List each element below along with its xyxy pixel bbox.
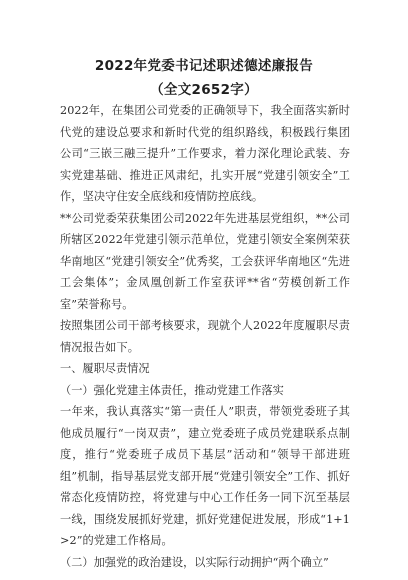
document-body [60,100,350,573]
paragraph-intro: 2022年，在集团公司党委的正确领导下，我全面落实新时代党的建设总要求和新时代党的组织路线，积极践行集团公司“三嵌三融三提升”工作要求，着力深化理论武装、夯实党建基础、推进正风肃纪，扎实开展“党建引领安全”工作，坚决守住安全底线和疫情防控底线。 [60,104,350,203]
paragraph-party-responsibility: 一年来，我认真落实“第一责任人”职责，带领党委班子其他成员履行“一岗双责”，建立党委班子成员党建联系点制度，推行“党委班子成员下基层”活动和“领导干部进班组”机制，指导基层党支部开展“党建引领安全”工作、抓好常态化疫情防控，将党建与中心工作任务一同下沉至基层一线，围绕发展抓好党建，抓好党建促进发展，形成“1+1>2”的党建工作格局。 [60,405,350,547]
section-heading-1: 一、履职尽责情况 [60,362,150,375]
subsection-heading-1: （一）强化党建主体责任，推动党建工作落实 [60,383,284,397]
document-subtitle: （全文2652字） [150,82,258,98]
subsection-heading-2: （二）加强党的政治建设，以实际行动拥护“两个确立” [60,555,329,569]
paragraph-report-intro: 按照集团公司干部考核要求，现就个人2022年度履职尽责情况报告如下。 [60,319,350,354]
document-title: 2022年党委书记述职述德述廉报告 [94,58,314,74]
paragraph-honors: **公司党委荣获集团公司2022年先进基层党组织，**公司所辖区2022年党建引领示范单位，党建引领安全案例荣获华南地区“党建引领安全”优秀奖，工会获评华南地区“先进工会集体”；金凤凰创新工作室获评**省“劳模创新工作室”荣誉称号。 [60,211,350,311]
